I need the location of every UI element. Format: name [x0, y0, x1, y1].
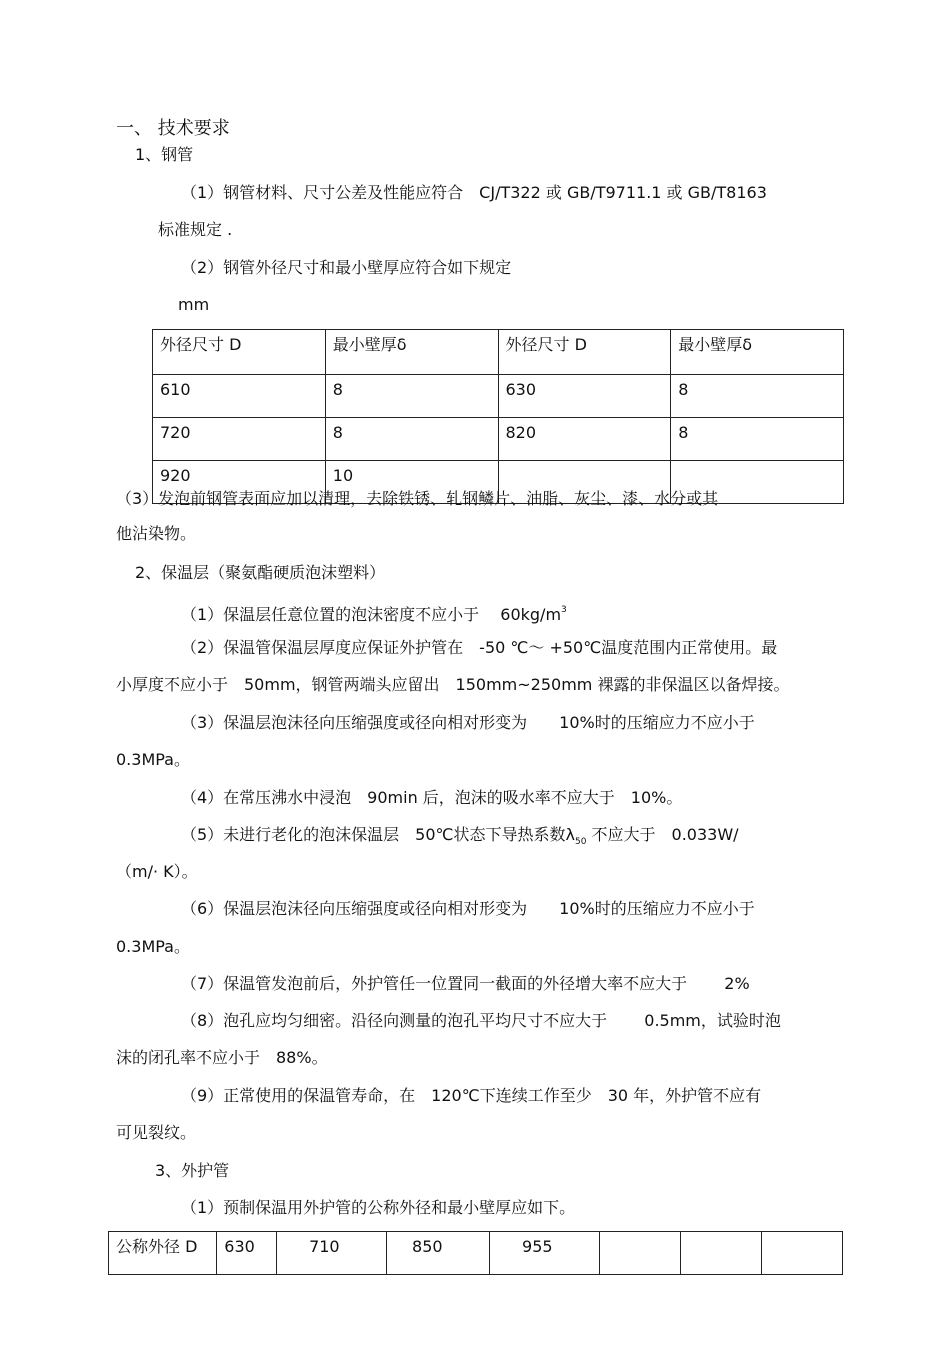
outer-pipe-table — [108, 1231, 843, 1275]
table-cell: 8 — [671, 375, 844, 418]
table-cell — [600, 1232, 681, 1275]
paragraph: （2）保温管保温层厚度应保证外护管在 -50 ℃～ +50℃温度范围内正常使用。最 — [181, 638, 778, 657]
table-cell: 850 — [387, 1232, 490, 1275]
steel-pipe-table — [152, 329, 844, 504]
subsection-title-insulation: 2、保温层（聚氨酯硬质泡沫塑料） — [135, 563, 386, 582]
table-cell — [761, 1232, 842, 1275]
table-cell — [681, 1232, 762, 1275]
table-cell: 720 — [153, 418, 326, 461]
table-cell: 820 — [498, 418, 671, 461]
paragraph-text: 不应大于 0.033W/ — [586, 825, 739, 844]
subscript: 50 — [574, 837, 587, 848]
paragraph: （m/· K）。 — [116, 862, 198, 881]
table-header-row — [153, 330, 844, 375]
paragraph: 0.3MPa。 — [116, 937, 190, 956]
paragraph: （8）泡孔应均匀细密。沿径向测量的泡孔平均尺寸不应大于 0.5mm，试验时泡 — [181, 1011, 781, 1030]
table-cell: 610 — [153, 375, 326, 418]
subsection-title-outer-pipe: 3、外护管 — [155, 1161, 230, 1180]
paragraph-text: （5）未进行老化的泡沫保温层 50℃状态下导热系数λ — [181, 825, 575, 844]
paragraph: 标准规定 . — [158, 220, 233, 239]
table-header-cell: 最小壁厚δ — [671, 330, 844, 375]
table-header-cell: 最小壁厚δ — [325, 330, 498, 375]
paragraph: （7）保温管发泡前后，外护管任一位置同一截面的外径增大率不应大于 2% — [181, 974, 750, 993]
unit-label: mm — [178, 295, 210, 314]
section-title: 一、 技术要求 — [116, 118, 230, 139]
paragraph: （3）保温层泡沫径向压缩强度或径向相对形变为 10%时的压缩应力不应小于 — [181, 713, 755, 732]
table-cell: 710 — [277, 1232, 387, 1275]
table-cell: 630 — [498, 375, 671, 418]
paragraph-text: （1）保温层任意位置的泡沫密度不应小于 60kg/m — [181, 605, 562, 624]
table-cell: 630 — [217, 1232, 277, 1275]
table-header-cell: 公称外径 D — [109, 1232, 217, 1275]
paragraph: 沫的闭孔率不应小于 88%。 — [116, 1048, 328, 1067]
paragraph — [181, 599, 567, 626]
table-cell: 8 — [671, 418, 844, 461]
superscript: 3 — [561, 605, 567, 615]
paragraph: （3）发泡前钢管表面应加以清理，去除铁锈、轧钢鳞片、油脂、灰尘、漆、水分或其 — [116, 489, 719, 508]
table-row — [109, 1232, 843, 1275]
paragraph: （9）正常使用的保温管寿命，在 120℃下连续工作至少 30 年，外护管不应有 — [181, 1086, 762, 1105]
paragraph: 可见裂纹。 — [116, 1123, 197, 1142]
table-cell: 8 — [325, 418, 498, 461]
paragraph: 他沾染物。 — [116, 524, 197, 543]
table-cell: 10 — [325, 461, 498, 504]
paragraph — [181, 824, 739, 853]
paragraph: （6）保温层泡沫径向压缩强度或径向相对形变为 10%时的压缩应力不应小于 — [181, 899, 755, 918]
table-header-cell: 外径尺寸 D — [153, 330, 326, 375]
paragraph: （2）钢管外径尺寸和最小壁厚应符合如下规定 — [181, 258, 512, 277]
paragraph: 小厚度不应小于 50mm，钢管两端头应留出 150mm~250mm 裸露的非保温区以备焊接。 — [116, 675, 790, 694]
paragraph: （1）钢管材料、尺寸公差及性能应符合 CJ/T322 或 GB/T9711.1 或 GB/T8163 — [181, 183, 767, 202]
paragraph: 0.3MPa。 — [116, 750, 190, 769]
table-row — [153, 418, 844, 461]
paragraph: （1）预制保温用外护管的公称外径和最小壁厚应如下。 — [181, 1198, 576, 1217]
table-cell: 920 — [153, 461, 326, 504]
table-header-cell: 外径尺寸 D — [498, 330, 671, 375]
subsection-title-steel-pipe: 1、钢管 — [135, 145, 194, 164]
table-cell: 955 — [490, 1232, 600, 1275]
table-cell: 8 — [325, 375, 498, 418]
paragraph: （4）在常压沸水中浸泡 90min 后，泡沫的吸水率不应大于 10%。 — [181, 788, 683, 807]
table-row — [153, 375, 844, 418]
